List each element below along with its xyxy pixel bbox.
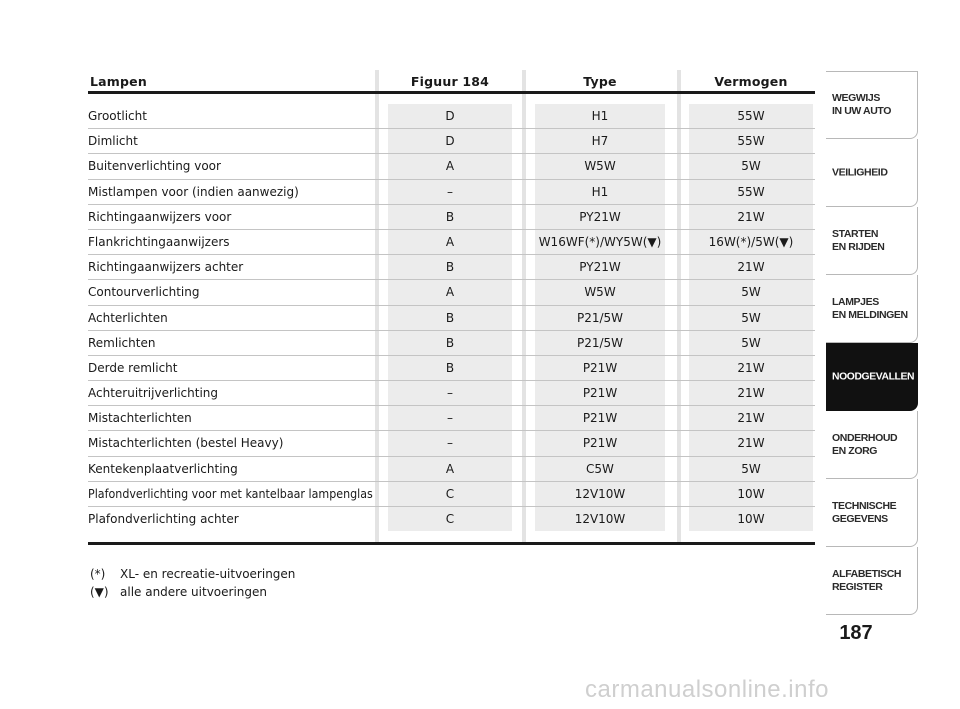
lamp-power: 21W bbox=[737, 260, 765, 275]
lamp-type: P21W bbox=[582, 386, 618, 401]
header-rule bbox=[88, 91, 815, 94]
lamp-type: W5W bbox=[584, 159, 616, 174]
lamp-power: 21W bbox=[737, 209, 765, 224]
table-row bbox=[88, 280, 815, 305]
lamp-power: 5W bbox=[741, 461, 761, 476]
lamp-power: 10W bbox=[737, 512, 765, 526]
lamp-power: 21W bbox=[737, 411, 765, 426]
lamp-type: 12V10W bbox=[574, 486, 626, 501]
figure-ref: – bbox=[447, 411, 453, 426]
table-row bbox=[88, 457, 815, 482]
header-vermogen: Vermogen bbox=[714, 74, 788, 89]
figure-ref: B bbox=[445, 360, 455, 375]
lamp-type: C5W bbox=[586, 461, 614, 476]
table-row bbox=[88, 306, 815, 331]
header-type: Type bbox=[583, 74, 617, 89]
table-row bbox=[88, 482, 815, 507]
lamp-power: 5W bbox=[741, 310, 761, 325]
chapter-tab-label: VEILIGHEID bbox=[832, 166, 888, 178]
lamp-name: Kentekenplaatverlichting bbox=[88, 461, 238, 476]
lamp-name: Grootlicht bbox=[88, 109, 147, 123]
lamp-name: Achterlichten bbox=[88, 310, 168, 325]
lamp-power: 21W bbox=[737, 360, 765, 375]
lamp-type: PY21W bbox=[579, 260, 621, 275]
chapter-tab-label: WEGWIJS IN UW AUTO bbox=[832, 92, 891, 117]
lamp-table bbox=[88, 68, 815, 546]
lamp-power: 5W bbox=[741, 335, 761, 350]
table-row bbox=[88, 356, 815, 381]
figure-ref: B bbox=[445, 335, 455, 350]
table-row bbox=[88, 104, 815, 129]
lamp-name: Plafondverlichting achter bbox=[88, 512, 239, 526]
table-row bbox=[88, 154, 815, 179]
footnotes bbox=[90, 565, 295, 601]
chapter-tab[interactable] bbox=[826, 411, 918, 479]
lamp-type: 12V10W bbox=[574, 512, 626, 526]
lamp-power: 21W bbox=[737, 436, 765, 451]
figure-ref: D bbox=[445, 109, 455, 123]
lamp-type: P21W bbox=[582, 436, 618, 451]
figure-ref: B bbox=[445, 310, 455, 325]
figure-ref: – bbox=[447, 386, 453, 401]
chapter-tab[interactable] bbox=[826, 71, 918, 139]
table-row bbox=[88, 431, 815, 456]
chapter-tab-label: LAMPJES EN MELDINGEN bbox=[832, 295, 908, 321]
lamp-type: H7 bbox=[591, 134, 609, 149]
page-number: 187 bbox=[839, 622, 873, 644]
lamp-name: Flankrichtingaanwijzers bbox=[88, 234, 230, 249]
chapter-tab-label: STARTEN EN RIJDEN bbox=[832, 227, 885, 253]
footnote bbox=[90, 565, 295, 583]
lamp-name: Richtingaanwijzers voor bbox=[88, 209, 232, 224]
figure-ref: A bbox=[445, 159, 455, 174]
lamp-power: 16W(*)/5W(▼) bbox=[708, 234, 794, 249]
table-row bbox=[88, 406, 815, 431]
lamp-type: P21W bbox=[582, 360, 618, 375]
chapter-tabs bbox=[826, 71, 918, 615]
lamp-type: PY21W bbox=[579, 209, 621, 224]
lamp-power: 21W bbox=[737, 386, 765, 401]
lamp-name: Remlichten bbox=[88, 335, 156, 350]
lamp-power: 55W bbox=[737, 134, 765, 149]
chapter-tab-label: ALFABETISCH REGISTER bbox=[832, 567, 902, 593]
chapter-tab-label: NOODGEVALLEN bbox=[832, 370, 915, 382]
lamp-name: Contourverlichting bbox=[88, 285, 200, 300]
lamp-name: Buitenverlichting voor bbox=[88, 159, 221, 174]
footnote-text: alle andere uitvoeringen bbox=[120, 585, 267, 599]
figure-ref: A bbox=[445, 285, 455, 300]
table-row bbox=[88, 230, 815, 255]
lamp-name: Dimlicht bbox=[88, 134, 138, 149]
figure-ref: C bbox=[445, 486, 455, 501]
figure-ref: B bbox=[445, 209, 455, 224]
figure-ref: – bbox=[447, 436, 453, 451]
table-row bbox=[88, 205, 815, 230]
table-row bbox=[88, 381, 815, 406]
footer-rule bbox=[88, 542, 815, 545]
figure-ref: A bbox=[445, 461, 455, 476]
lamp-name: Mistlampen voor (indien aanwezig) bbox=[88, 184, 299, 199]
table-row bbox=[88, 129, 815, 154]
lamp-name: Richtingaanwijzers achter bbox=[88, 260, 244, 275]
lamp-type: W16WF(*)/WY5W(▼) bbox=[538, 234, 662, 249]
table-row bbox=[88, 255, 815, 280]
header-lampen: Lampen bbox=[90, 74, 147, 89]
watermark: carmanualsonline.info bbox=[585, 676, 829, 703]
lamp-type: P21W bbox=[582, 411, 618, 426]
header-figuur: Figuur 184 bbox=[410, 74, 490, 89]
lamp-name: Achteruitrijverlichting bbox=[88, 386, 219, 401]
figure-ref: A bbox=[445, 234, 455, 249]
lamp-type: P21/5W bbox=[576, 335, 624, 350]
chapter-tab[interactable] bbox=[826, 479, 918, 547]
lamp-type: W5W bbox=[584, 285, 616, 300]
chapter-tab[interactable] bbox=[826, 343, 918, 411]
chapter-tab[interactable] bbox=[826, 139, 918, 207]
table-row bbox=[88, 507, 815, 532]
lamp-type: P21/5W bbox=[576, 310, 624, 325]
figure-ref: B bbox=[445, 260, 455, 275]
lamp-power: 10W bbox=[737, 486, 765, 501]
lamp-name: Derde remlicht bbox=[88, 360, 178, 375]
chapter-tab[interactable] bbox=[826, 275, 918, 343]
lamp-name: Mistachterlichten (bestel Heavy) bbox=[88, 436, 284, 451]
figure-ref: C bbox=[445, 512, 455, 526]
lamp-type: H1 bbox=[591, 184, 609, 199]
figure-ref: D bbox=[445, 134, 455, 149]
table-body bbox=[88, 104, 815, 532]
lamp-name: Plafondverlichting voor met kantelbaar lampenglas bbox=[88, 486, 373, 501]
table-row bbox=[88, 180, 815, 205]
lamp-power: 5W bbox=[741, 285, 761, 300]
footnote bbox=[90, 583, 295, 601]
lamp-power: 5W bbox=[741, 159, 761, 174]
footnote-text: XL- en recreatie-uitvoeringen bbox=[120, 567, 296, 581]
footnote-mark: (*) bbox=[90, 567, 106, 581]
lamp-power: 55W bbox=[737, 109, 765, 123]
lamp-type: H1 bbox=[591, 109, 609, 123]
chapter-tab-label: TECHNISCHE GEGEVENS bbox=[832, 499, 897, 525]
table-row bbox=[88, 331, 815, 356]
footnote-mark: (▼) bbox=[90, 585, 109, 599]
figure-ref: – bbox=[447, 184, 453, 199]
lamp-name: Mistachterlichten bbox=[88, 411, 192, 426]
chapter-tab[interactable] bbox=[826, 547, 918, 615]
lamp-power: 55W bbox=[737, 184, 765, 199]
chapter-tab[interactable] bbox=[826, 207, 918, 275]
chapter-tab-label: ONDERHOUD EN ZORG bbox=[832, 431, 898, 457]
